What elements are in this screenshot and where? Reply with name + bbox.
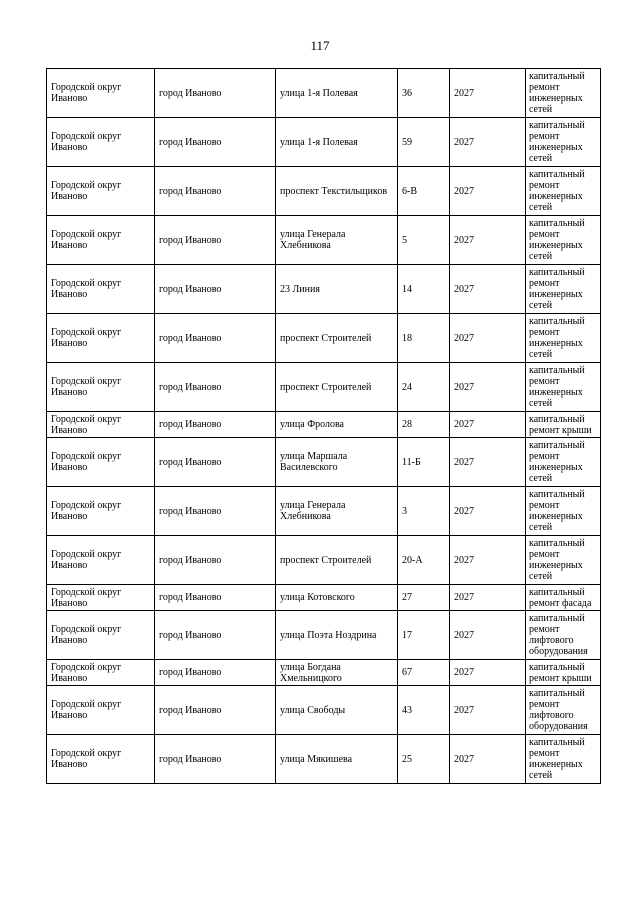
city-cell: город Иваново xyxy=(155,216,276,265)
street-cell: улица Свободы xyxy=(276,686,398,735)
work-type-cell: капитальный ремонт инженерных сетей xyxy=(526,69,601,118)
city-cell: город Иваново xyxy=(155,660,276,686)
year-cell: 2027 xyxy=(450,438,526,487)
table-row xyxy=(47,118,601,167)
district-cell: Городской округ Иваново xyxy=(47,536,155,585)
district-cell: Городской округ Иваново xyxy=(47,438,155,487)
year-cell: 2027 xyxy=(450,686,526,735)
work-type-cell: капитальный ремонт лифтового оборудования xyxy=(526,686,601,735)
street-cell: проспект Текстильщиков xyxy=(276,167,398,216)
street-cell: улица Генерала Хлебникова xyxy=(276,216,398,265)
work-type-cell: капитальный ремонт инженерных сетей xyxy=(526,216,601,265)
street-cell: улица Котовского xyxy=(276,585,398,611)
street-cell: улица Фролова xyxy=(276,412,398,438)
year-cell: 2027 xyxy=(450,363,526,412)
house-number-cell: 27 xyxy=(398,585,450,611)
street-cell: улица 1-я Полевая xyxy=(276,118,398,167)
house-number-cell: 6-В xyxy=(398,167,450,216)
house-number-cell: 3 xyxy=(398,487,450,536)
work-type-cell: капитальный ремонт фасада xyxy=(526,585,601,611)
district-cell: Городской округ Иваново xyxy=(47,686,155,735)
table-row xyxy=(47,487,601,536)
table-row xyxy=(47,363,601,412)
city-cell: город Иваново xyxy=(155,314,276,363)
street-cell: проспект Строителей xyxy=(276,536,398,585)
work-type-cell: капитальный ремонт инженерных сетей xyxy=(526,118,601,167)
house-number-cell: 20-А xyxy=(398,536,450,585)
house-number-cell: 36 xyxy=(398,69,450,118)
house-number-cell: 28 xyxy=(398,412,450,438)
district-cell: Городской округ Иваново xyxy=(47,216,155,265)
buildings-table xyxy=(46,68,601,784)
street-cell: улица 1-я Полевая xyxy=(276,69,398,118)
street-cell: улица Поэта Ноздрина xyxy=(276,611,398,660)
work-type-cell: капитальный ремонт инженерных сетей xyxy=(526,167,601,216)
city-cell: город Иваново xyxy=(155,265,276,314)
house-number-cell: 17 xyxy=(398,611,450,660)
year-cell: 2027 xyxy=(450,735,526,784)
district-cell: Городской округ Иваново xyxy=(47,118,155,167)
table-row xyxy=(47,735,601,784)
table-row xyxy=(47,438,601,487)
table-row xyxy=(47,412,601,438)
house-number-cell: 18 xyxy=(398,314,450,363)
work-type-cell: капитальный ремонт лифтового оборудования xyxy=(526,611,601,660)
year-cell: 2027 xyxy=(450,69,526,118)
street-cell: улица Богдана Хмельницкого xyxy=(276,660,398,686)
house-number-cell: 43 xyxy=(398,686,450,735)
city-cell: город Иваново xyxy=(155,438,276,487)
work-type-cell: капитальный ремонт инженерных сетей xyxy=(526,265,601,314)
house-number-cell: 67 xyxy=(398,660,450,686)
city-cell: город Иваново xyxy=(155,363,276,412)
work-type-cell: капитальный ремонт инженерных сетей xyxy=(526,314,601,363)
street-cell: 23 Линия xyxy=(276,265,398,314)
year-cell: 2027 xyxy=(450,314,526,363)
city-cell: город Иваново xyxy=(155,686,276,735)
city-cell: город Иваново xyxy=(155,536,276,585)
house-number-cell: 24 xyxy=(398,363,450,412)
district-cell: Городской округ Иваново xyxy=(47,585,155,611)
table-row xyxy=(47,536,601,585)
year-cell: 2027 xyxy=(450,487,526,536)
city-cell: город Иваново xyxy=(155,735,276,784)
year-cell: 2027 xyxy=(450,585,526,611)
table-row xyxy=(47,69,601,118)
year-cell: 2027 xyxy=(450,536,526,585)
year-cell: 2027 xyxy=(450,167,526,216)
house-number-cell: 11-Б xyxy=(398,438,450,487)
work-type-cell: капитальный ремонт инженерных сетей xyxy=(526,487,601,536)
district-cell: Городской округ Иваново xyxy=(47,660,155,686)
district-cell: Городской округ Иваново xyxy=(47,265,155,314)
city-cell: город Иваново xyxy=(155,118,276,167)
table-row xyxy=(47,216,601,265)
table-row xyxy=(47,686,601,735)
page-number: 117 xyxy=(310,38,330,53)
district-cell: Городской округ Иваново xyxy=(47,735,155,784)
district-cell: Городской округ Иваново xyxy=(47,412,155,438)
work-type-cell: капитальный ремонт инженерных сетей xyxy=(526,536,601,585)
street-cell: улица Генерала Хлебникова xyxy=(276,487,398,536)
street-cell: улица Мякишева xyxy=(276,735,398,784)
street-cell: улица Маршала Василевского xyxy=(276,438,398,487)
district-cell: Городской округ Иваново xyxy=(47,363,155,412)
district-cell: Городской округ Иваново xyxy=(47,69,155,118)
city-cell: город Иваново xyxy=(155,69,276,118)
work-type-cell: капитальный ремонт инженерных сетей xyxy=(526,735,601,784)
work-type-cell: капитальный ремонт инженерных сетей xyxy=(526,438,601,487)
table-row xyxy=(47,660,601,686)
year-cell: 2027 xyxy=(450,412,526,438)
work-type-cell: капитальный ремонт инженерных сетей xyxy=(526,363,601,412)
table-row xyxy=(47,265,601,314)
year-cell: 2027 xyxy=(450,265,526,314)
table-row xyxy=(47,585,601,611)
city-cell: город Иваново xyxy=(155,412,276,438)
table-row xyxy=(47,314,601,363)
district-cell: Городской округ Иваново xyxy=(47,314,155,363)
street-cell: проспект Строителей xyxy=(276,363,398,412)
year-cell: 2027 xyxy=(450,118,526,167)
house-number-cell: 59 xyxy=(398,118,450,167)
house-number-cell: 25 xyxy=(398,735,450,784)
work-type-cell: капитальный ремонт крыши xyxy=(526,412,601,438)
table-row xyxy=(47,167,601,216)
city-cell: город Иваново xyxy=(155,611,276,660)
table-row xyxy=(47,611,601,660)
district-cell: Городской округ Иваново xyxy=(47,487,155,536)
city-cell: город Иваново xyxy=(155,585,276,611)
district-cell: Городской округ Иваново xyxy=(47,167,155,216)
work-type-cell: капитальный ремонт крыши xyxy=(526,660,601,686)
city-cell: город Иваново xyxy=(155,167,276,216)
year-cell: 2027 xyxy=(450,216,526,265)
district-cell: Городской округ Иваново xyxy=(47,611,155,660)
year-cell: 2027 xyxy=(450,611,526,660)
city-cell: город Иваново xyxy=(155,487,276,536)
house-number-cell: 5 xyxy=(398,216,450,265)
street-cell: проспект Строителей xyxy=(276,314,398,363)
year-cell: 2027 xyxy=(450,660,526,686)
house-number-cell: 14 xyxy=(398,265,450,314)
